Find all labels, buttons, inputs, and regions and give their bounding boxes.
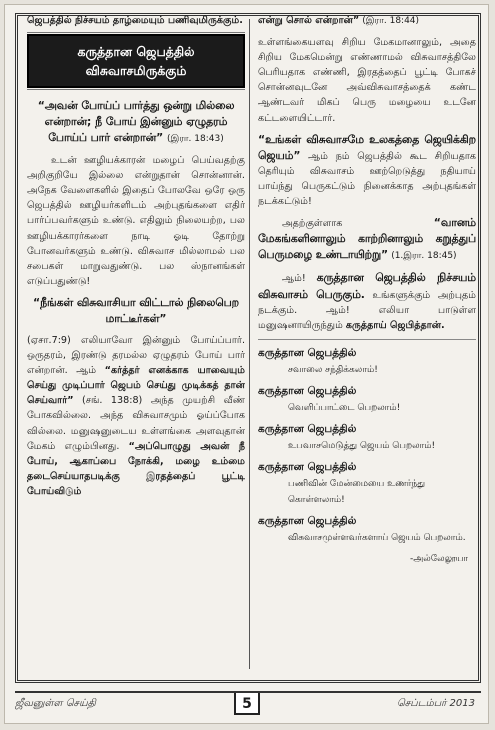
paragraph-5: அதற்குள்ளாக “வானம் மேகங்களினாலும் காற்றினாலும் கறுத்துப் பெருமழை உண்டாயிற்று” (1.இரா. 18:45) [258,216,476,262]
verse-4-heading: கருத்தான ஜெபத்தில் [258,461,357,474]
column-divider [249,19,250,669]
verse-1-heading: கருத்தான ஜெபத்தில் [258,346,357,359]
quote-4: “அப்பொழுது அவன் நீ போய், ஆகாப்பை நோக்கி, மழை உம்மை தடைசெய்யாதபடிக்கு இரதத்தைப் பூட்டி போய்விடும் [27,440,245,497]
right-column [258,13,476,673]
quote-1-ref: (இரா. 18:43) [166,134,224,145]
page-footer [15,691,481,715]
verse-1-line: சவாலை சந்திக்கலாம்! [288,364,378,375]
signature: -அல்லேலூயா [409,553,468,564]
paragraph-6: ஆம்! கருத்தான ஜெபத்தில் நிச்சயம் விசுவாசம் பெருகும். உங்களுக்கும் அற்புதம் நடக்கும். ஆம்! எலியா பாடுள்ள மனுஷனாயிருந்தும் கருத்தாய் ஜெபித்தான். [258,271,476,331]
issue-date: செப்டம்பர் 2013 [396,698,475,709]
quote-3: “கர்த்தர் எனக்காக யாவையும் செய்து முடிப்பார் ஜெபம் செய்து முடிக்கத் தான் செய்வார்” [27,365,245,407]
quote-1: “அவன் போய்ப் பார்த்து ஒன்று மில்லை என்றான்; நீ போய் இன்னும் ஏழுதரம் போய்ப் பார் என்றான்” (இரா. 18:43) [37,99,235,145]
magazine-page [4,4,489,724]
paragraph-4: “உங்கள் விசுவாசமே உலகத்தை ஜெயிக்கிற ஜெயம்” ஆம் நம் ஜெபத்தில் கூட சிறியதாக தெரியும் விசுவாசம் ஊற்றெடுத்து நதியாய் பாய்ந்து பெருகட்டும் நினைக்காத அற்புதங்கள் நடக்கட்டும்! [258,132,476,208]
verse-5-heading: கருத்தான ஜெபத்தில் [258,514,357,527]
verse-2-heading: கருத்தான ஜெபத்தில் [258,384,357,397]
paragraph-2: (ஏசா.7:9) எலியாவோ இன்னும் போய்ப்பார். ஒருதரம், இரண்டு தரமல்ல ஏழுதரம் போய் பார் என்றான். ஆம் “கர்த்தர் எனக்காக யாவையும் செய்து முடிப்பார் ஜெபம் செய்து முடிக்கத் தான் செய்வார்” (சங். 138:8) அந்த முயற்சி வீண் போகவில்லை. அந்த விசுவாசமும் ஓய்ப்போக வில்லை. மனுஷனுடைய உள்ளங்கை அளவுதான் மேகம் எழும்பினது. “அப்பொழுது அவன் நீ போய், ஆகாப்பை நோக்கி, மழை உம்மை தடைசெய்யாதபடிக்கு இரதத்தைப் பூட்டி போய்விடும் [27,334,245,497]
verse-2-line: வெளிப்பாட்டை பெறலாம்! [288,403,401,414]
quote-6: “வானம் மேகங்களினாலும் காற்றினாலும் கறுத்துப் பெருமழை உண்டாயிற்று” [258,216,476,262]
magazine-name: ஜீவனுள்ள செய்தி [15,698,96,709]
left-column [27,13,245,673]
quote-5: “உங்கள் விசுவாசமே உலகத்தை ஜெயிக்கிற ஜெயம்” [258,132,476,162]
paragraph-1: உடன் ஊழியக்காரன் மழைப் பெய்வதற்கு அறிகுறியே இல்லை என்றுதான் சொன்னான். அநேக வேளைகளில் இதைப் போலவே ஒரே ஒரு ஜெபத்தில் ஊழியர்களிடம் அற்புதங்களை எதிர் பார்ப்பவர்களும் உண்டு. எதிலும் நிலையற்ற, பல ஊழியக்காரர்களை நாடி ஓடி தோற்று போனவர்களும் உண்டு. விசுவாச மில்லாமல் பல சபைகள் மாறுவதுண்டு. பல ஸ்நானங்கள் எடுப்பதுண்டு! [27,155,245,287]
verse-4-line: பணிவின் மேன்மையை உணர்ந்து கொள்ளலாம்! [288,479,426,505]
intro-text: ஜெபத்தில் நிச்சயம் தாழ்மையும் பணிவுமிருக்கும். [27,15,243,26]
page-number: 5 [234,693,260,715]
section-banner: கருத்தான ஜெபத்தில் விசுவாசமிருக்கும் [27,34,245,88]
verse-3-heading: கருத்தான ஜெபத்தில் [258,423,357,436]
verse-5-line: விசுவாசமுள்ளவர்களாய் ஜெயம் பெறலாம். [288,532,466,543]
verse-3-line: உபவாசமெடுத்து ஜெயம் பெறலாம்! [288,441,436,452]
quote-4-end: என்று சொல் என்றான்” (இரா. 18:44) [258,15,420,26]
separator-rule [258,339,476,340]
quote-2: “நீங்கள் விசுவாசியா விட்டால் நிலைபெற மாட்டீர்கள்” [32,295,240,325]
paragraph-3: உள்ளங்கையளவு சிறிய மேகமானாலும், அதை சிறிய மேகமென்று எண்ணாமல் விசுவாசத்திலே பெரியதாக எண்ணி, இரதத்தைப் பூட்டி போகச் சொன்னவுடனே அவ்விசுவாசத்தைக் கண்ட ஆண்டவர் மிகப் பெரு மழையை உடனே கட்டளையிட்டார். [258,37,476,124]
